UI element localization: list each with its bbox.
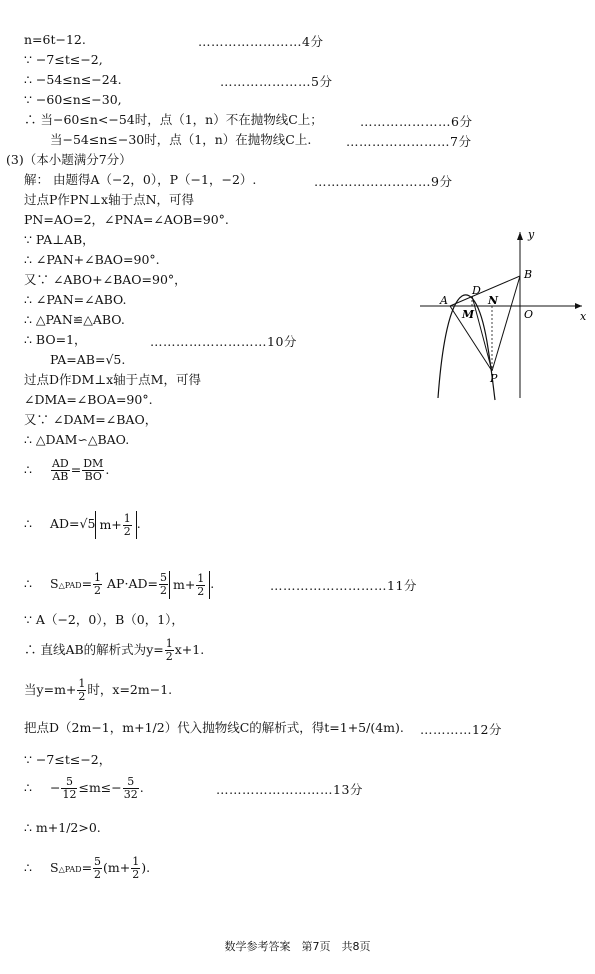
line-solution: 解： 由题得A（−2，0），P（−1，−2）. bbox=[24, 172, 257, 187]
line-pn-ao: PN=AO=2，∠PNA=∠AOB=90°. bbox=[24, 212, 229, 227]
line-congruent: ∴ △PAN≌△ABO. bbox=[24, 312, 125, 327]
line-t-range-2: ∵ −7≤t≤−2， bbox=[24, 752, 112, 767]
segment-pd bbox=[472, 296, 492, 371]
line-pa-ab: PA=AB=√5. bbox=[50, 352, 126, 367]
line-case-2: 当−54≤n≤−30时，点（1，n）在抛物线C上. bbox=[50, 132, 312, 147]
label-d: D bbox=[472, 284, 481, 297]
label-o: O bbox=[524, 308, 534, 321]
score-5: …………………5分 bbox=[220, 74, 333, 89]
score-4: ……………………4分 bbox=[198, 34, 324, 49]
line-area-final: ∴ S△PAD= $\frac{5}{2}$ (m+ $\frac{1}{2}$ ). bbox=[24, 855, 151, 881]
geometry-figure bbox=[420, 228, 585, 400]
line-angle-sum-2: 又∵ ∠ABO+∠BAO=90°， bbox=[24, 272, 187, 287]
line-similar: ∴ △DAM∽△BAO. bbox=[24, 432, 130, 447]
segment-ab bbox=[450, 276, 520, 306]
line-m-range: ∴ − $\frac{5}{12}$ ≤m≤− $\frac{5}{32}$ . bbox=[24, 775, 144, 801]
line-pa-perp: ∵ PA⊥AB， bbox=[24, 232, 95, 247]
frac-ad-ab: $\frac{AD}{AB}$ bbox=[51, 457, 69, 483]
score-6: …………………6分 bbox=[360, 114, 473, 129]
y-axis-arrow bbox=[517, 232, 523, 240]
line-t-range: ∵ −7≤t≤−2, bbox=[24, 52, 103, 67]
line-dam: 又∵ ∠DAM=∠BAO， bbox=[24, 412, 158, 427]
label-b: B bbox=[524, 268, 533, 281]
label-n: N bbox=[488, 294, 499, 307]
line-ab-eq: ∴ 直线AB的解析式为y= $\frac{1}{2}$ x+1. bbox=[24, 637, 205, 663]
line-case-1: ∴ 当−60≤n<−54时，点（1，n）不在抛物线C上； bbox=[24, 112, 323, 127]
line-ab-coords: ∵ A（−2，0），B（0，1）， bbox=[24, 612, 184, 627]
line-substitute-d: 把点D（2m−1，m+1/2）代入抛物线C的解析式，得t=1+5/(4m). bbox=[24, 720, 404, 735]
label-y: y bbox=[528, 228, 535, 241]
line-ad-value: ∴ AD=√5 m+ $\frac{1}{2}$ . bbox=[24, 511, 141, 538]
abs-m-half: m+ $\frac{1}{2}$ bbox=[95, 511, 136, 539]
score-9: ………………………9分 bbox=[314, 174, 453, 189]
segment-pb bbox=[492, 276, 520, 371]
line-ratio: ∴ $\frac{AD}{AB}$ = $\frac{DM}{BO}$ . bbox=[24, 457, 110, 483]
line-area: ∴ S△PAD= $\frac{1}{2}$ AP·AD= $\frac{5}{2}$ m+ $\frac{1}{2}$ . bbox=[24, 571, 215, 598]
label-x: x bbox=[580, 310, 587, 323]
line-draw-dm: 过点D作DM⊥x轴于点M，可得 bbox=[24, 372, 201, 387]
label-m: M bbox=[462, 308, 475, 321]
line-dma: ∠DMA=∠BOA=90°. bbox=[24, 392, 153, 407]
label-p: P bbox=[490, 372, 498, 385]
score-11: ………………………11分 bbox=[270, 578, 417, 593]
score-10: ………………………10分 bbox=[150, 334, 297, 349]
line-angle-sum: ∴ ∠PAN+∠BAO=90°. bbox=[24, 252, 160, 267]
part-3-heading: (3)（本小题满分7分） bbox=[6, 152, 132, 167]
line-m-positive: ∴ m+1/2>0. bbox=[24, 820, 101, 835]
page-footer: 数学参考答案 第7页 共8页 bbox=[224, 940, 371, 953]
score-7: ……………………7分 bbox=[346, 134, 472, 149]
line-n-range: ∴ −54≤n≤−24. bbox=[24, 72, 122, 87]
label-a: A bbox=[440, 294, 448, 307]
line-when-y: 当y=m+ $\frac{1}{2}$ 时，x=2m−1. bbox=[24, 677, 173, 703]
line-bo: ∴ BO=1， bbox=[24, 332, 87, 347]
x-axis-arrow bbox=[575, 303, 582, 309]
line-angle-eq: ∴ ∠PAN=∠ABO. bbox=[24, 292, 127, 307]
line-n-eq: n=6t−12. bbox=[24, 32, 86, 47]
frac-dm-bo: $\frac{DM}{BO}$ bbox=[83, 457, 104, 483]
score-13: ………………………13分 bbox=[216, 782, 363, 797]
score-12: …………12分 bbox=[420, 722, 502, 737]
line-n-range-2: ∵ −60≤n≤−30, bbox=[24, 92, 122, 107]
line-draw-pn: 过点P作PN⊥x轴于点N，可得 bbox=[24, 192, 195, 207]
